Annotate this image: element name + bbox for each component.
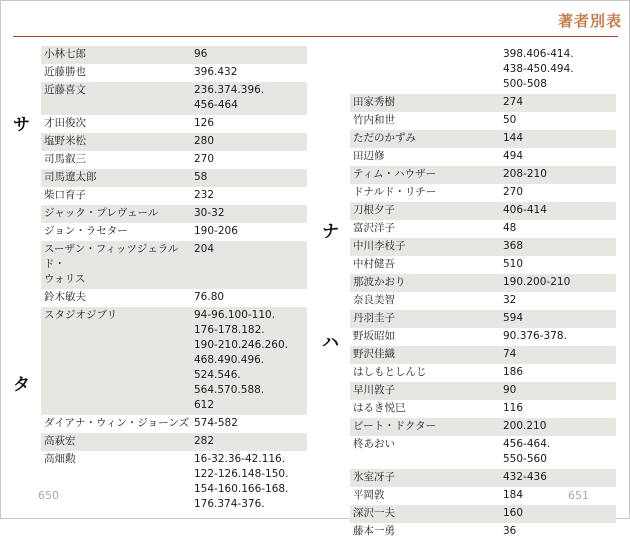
author-name: はしもとしんじ <box>353 366 427 378</box>
section-title: 著者別表 <box>557 12 622 30</box>
author-row <box>350 364 616 382</box>
author-name: ピート・ドクター <box>353 420 437 432</box>
page-references: 16-32.36-42.116. 122-126.148-150. 154-160.166-168. 176.374-376. <box>194 453 289 510</box>
author-name: 氷室冴子 <box>353 471 395 483</box>
author-row <box>41 82 307 115</box>
page-references: 50 <box>503 114 517 126</box>
page-references: 30-32 <box>194 207 225 219</box>
author-name: 近藤喜文 <box>44 84 86 96</box>
page-references: 58 <box>194 171 208 183</box>
page-references: 90 <box>503 384 517 396</box>
page-references: 282 <box>194 435 215 447</box>
page-references: 594 <box>503 312 524 324</box>
page-references: 208-210 <box>503 168 547 180</box>
page-references: 90.376-378. <box>503 330 567 342</box>
author-row <box>350 328 616 346</box>
author-name: 那波かおり <box>353 276 406 288</box>
author-name: 丹羽圭子 <box>353 312 395 324</box>
author-name: はるき悦巳 <box>353 402 406 414</box>
page-references: 32 <box>503 294 517 306</box>
left-column-author-list <box>41 46 307 514</box>
author-row <box>41 241 307 289</box>
page-references: 144 <box>503 132 524 144</box>
author-name: 高萩宏 <box>44 435 76 447</box>
author-row <box>350 436 616 469</box>
page-references: 184 <box>503 489 524 501</box>
author-row <box>41 187 307 205</box>
author-row <box>41 46 307 64</box>
author-name: 高畑勲 <box>44 453 76 465</box>
author-name: 刀根夕子 <box>353 204 395 216</box>
author-row <box>350 418 616 436</box>
author-name: 富沢洋子 <box>353 222 395 234</box>
page-references: 48 <box>503 222 517 234</box>
author-row <box>350 292 616 310</box>
header-rule <box>13 36 618 37</box>
author-row <box>350 505 616 523</box>
author-name: 中川李枝子 <box>353 240 406 252</box>
author-name: 小林七郎 <box>44 48 86 60</box>
page-references: 280 <box>194 135 215 147</box>
page-references: 270 <box>503 186 524 198</box>
author-row <box>41 289 307 307</box>
author-name: 野坂昭如 <box>353 330 395 342</box>
author-name <box>350 47 502 92</box>
author-name: 塩野米松 <box>44 135 86 147</box>
author-name: 竹内和世 <box>353 114 395 126</box>
author-row <box>350 112 616 130</box>
author-row <box>41 307 307 415</box>
author-row <box>350 130 616 148</box>
page-references: 186 <box>503 366 524 378</box>
page-references: 236.374.396. 456-464 <box>194 84 265 111</box>
author-name: スーザン・フィッツジェラルド・ ウォリス <box>44 243 179 285</box>
author-row <box>41 64 307 82</box>
author-row <box>350 256 616 274</box>
page-number-left: 650 <box>38 489 59 502</box>
kana-marker-sa: サ <box>13 115 30 135</box>
author-name: 平岡敦 <box>353 489 385 501</box>
page-number-right: 651 <box>568 489 589 502</box>
author-name: ジャック・プレヴェール <box>44 207 159 219</box>
page-references: 432-436 <box>503 471 547 483</box>
author-name: ダイアナ・ウィン・ジョーンズ <box>44 417 190 429</box>
page-references: 74 <box>503 348 517 360</box>
page-references: 396.432 <box>194 66 238 78</box>
author-name: 柊あおい <box>353 438 395 450</box>
right-column-author-list <box>350 46 616 541</box>
page-references: 406-414 <box>503 204 547 216</box>
author-name: ティム・ハウザー <box>353 168 437 180</box>
author-name: 田家秀樹 <box>353 96 395 108</box>
author-row <box>350 238 616 256</box>
page-references: 274 <box>503 96 524 108</box>
author-name: 深沢一夫 <box>353 507 395 519</box>
author-name: 鈴木敏夫 <box>44 291 86 303</box>
page-references: 36 <box>503 525 517 537</box>
author-row <box>41 115 307 133</box>
author-row <box>41 433 307 451</box>
page-references: 204 <box>194 243 215 255</box>
page-border-left <box>0 0 1 519</box>
author-row <box>350 148 616 166</box>
author-row <box>350 346 616 364</box>
author-name: 才田俊次 <box>44 117 86 129</box>
page-references: 76.80 <box>194 291 225 303</box>
author-name: 野沢佳織 <box>353 348 395 360</box>
author-row <box>41 451 307 514</box>
author-name: 中村健吾 <box>353 258 395 270</box>
author-row <box>350 400 616 418</box>
author-row <box>350 274 616 292</box>
author-name: 司馬遼太郎 <box>44 171 97 183</box>
author-name: 早川敦子 <box>353 384 395 396</box>
author-row <box>350 94 616 112</box>
page-references: 190.200-210 <box>503 276 571 288</box>
author-row <box>350 166 616 184</box>
page-references: 116 <box>503 402 524 414</box>
page-references: 368 <box>503 240 524 252</box>
author-row <box>41 415 307 433</box>
kana-marker-ta: タ <box>13 375 30 395</box>
page-references: 190-206 <box>194 225 238 237</box>
author-row <box>350 184 616 202</box>
author-name: 奈良美智 <box>353 294 395 306</box>
page-references: 456-464. 550-560 <box>503 438 551 465</box>
author-row <box>41 169 307 187</box>
author-row <box>350 46 616 94</box>
page-references: 510 <box>503 258 524 270</box>
page-references: 94-96.100-110. 176-178.182. 190-210.246.260. 468.490.496. 524.546. 564.570.588. 612 <box>194 309 288 411</box>
page-references: 398.406-414. 438-450.494. 500-508 <box>503 48 574 90</box>
page-references: 232 <box>194 189 215 201</box>
page-references: 574-582 <box>194 417 238 429</box>
author-name: 田辺修 <box>353 150 385 162</box>
page-references: 270 <box>194 153 215 165</box>
author-name: 藤本一勇 <box>353 525 395 537</box>
page-references: 160 <box>503 507 524 519</box>
author-row <box>350 382 616 400</box>
page-references: 96 <box>194 48 208 60</box>
author-row <box>350 310 616 328</box>
page-references: 200.210 <box>503 420 547 432</box>
page-references: 126 <box>194 117 215 129</box>
author-row <box>350 523 616 541</box>
page-references: 494 <box>503 150 524 162</box>
author-row <box>350 202 616 220</box>
author-row <box>350 469 616 487</box>
author-row <box>41 223 307 241</box>
author-name: 司馬叡三 <box>44 153 86 165</box>
author-name: 柴口育子 <box>44 189 86 201</box>
author-row <box>350 220 616 238</box>
kana-marker-na: ナ <box>322 222 339 242</box>
author-name: スタジオジブリ <box>44 309 118 321</box>
author-row <box>41 151 307 169</box>
page-border-top <box>0 0 629 1</box>
author-name: ドナルド・リチー <box>353 186 437 198</box>
author-row <box>41 205 307 223</box>
author-name: ただのかずみ <box>353 132 416 144</box>
kana-marker-ha: ハ <box>322 333 339 353</box>
author-name: ジョン・ラセター <box>44 225 128 237</box>
author-row <box>41 133 307 151</box>
author-name: 近藤勝也 <box>44 66 86 78</box>
